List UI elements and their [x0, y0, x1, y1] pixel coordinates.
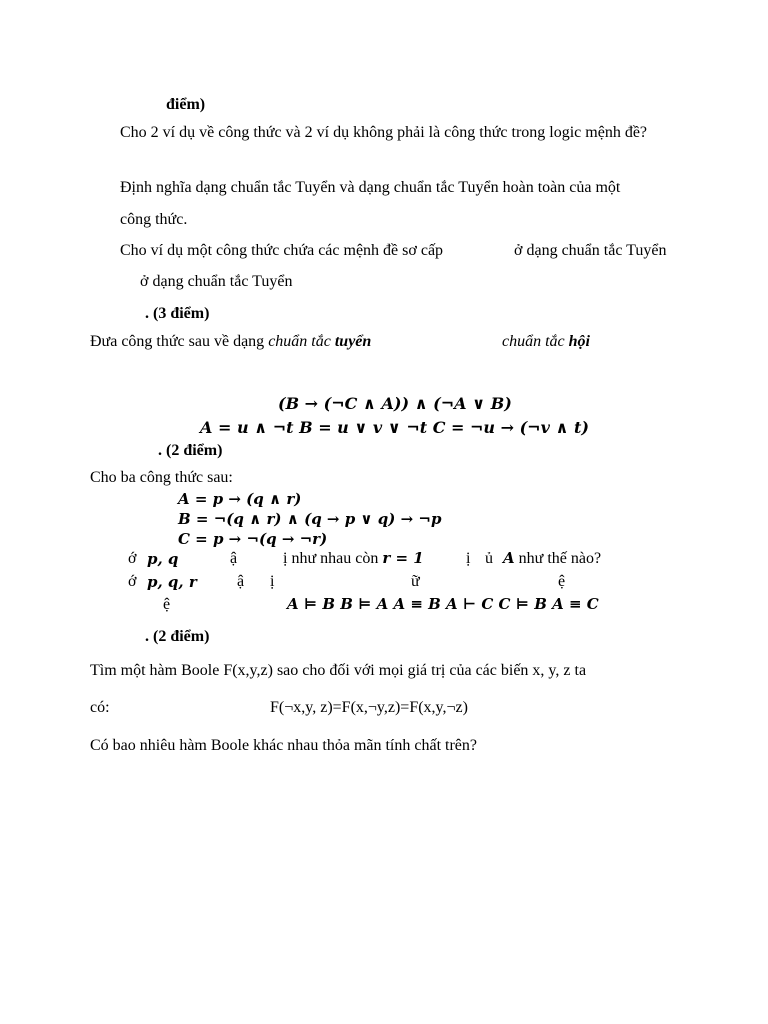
- row1-frag-c: ậ: [230, 550, 238, 567]
- main-formula: (B → (¬C ∧ A)) ∧ (¬A ∨ B): [278, 394, 512, 413]
- section-4-line1: Tìm một hàm Boole F(x,y,z) sao cho đối với mọi giá trị của các biến x, y, z ta: [90, 662, 587, 679]
- row1-frag-a: ớ: [128, 550, 137, 567]
- question-2-line2: công thức.: [120, 211, 188, 228]
- row1-r-value: r = 1: [382, 549, 424, 567]
- row3-frag-a: ệ: [163, 596, 171, 613]
- score-continuation: điểm): [166, 96, 206, 113]
- row1-text: ị như nhau còn: [283, 550, 383, 567]
- section-4-question: Có bao nhiêu hàm Boole khác nhau thỏa mãn tính chất trên?: [90, 737, 477, 754]
- section-3-score: . (2 điểm): [158, 442, 223, 459]
- row2-frag-d: ị: [270, 573, 275, 590]
- row1-vars: p, q: [147, 550, 179, 568]
- section-2-instruction: [90, 332, 371, 351]
- row3-relations: A ⊨ B B ⊨ A A ≡ B A ⊢ C C ⊨ B A ≡ C: [287, 595, 599, 613]
- formula-definitions: A = u ∧ ¬t B = u ∨ v ∨ ¬t C = ¬u → (¬v ∧ t): [200, 418, 589, 437]
- section-4-formula: F(¬x,y, z)=F(x,¬y,z)=F(x,y,¬z): [270, 699, 468, 716]
- instruction-italic: chuẩn tắc: [268, 333, 335, 350]
- instruction-plain: Đưa công thức sau về dạng: [90, 333, 269, 350]
- row1-frag-h: [503, 549, 601, 568]
- target-italic: chuẩn tắc: [502, 333, 569, 350]
- section-2-score: . (3 điểm): [145, 305, 210, 322]
- section-4-co: có:: [90, 699, 110, 716]
- question-3-line2: ở dạng chuẩn tắc Tuyển: [140, 273, 293, 290]
- row1-A: A: [503, 549, 515, 567]
- row2-frag-f: ệ: [558, 573, 566, 590]
- row2-vars: p, q, r: [147, 573, 197, 591]
- instruction-bold-italic: tuyển: [334, 333, 372, 350]
- row2-frag-c: ậ: [237, 573, 245, 590]
- formula-B: B = ¬(q ∧ r) ∧ (q → p ∨ q) → ¬p: [178, 510, 442, 528]
- row1-frag-d: [283, 549, 424, 568]
- row1-frag-f: ị: [466, 550, 471, 567]
- question-2-line1: Định nghĩa dạng chuẩn tắc Tuyển và dạng chuẩn tắc Tuyển hoàn toàn của một: [120, 179, 621, 196]
- row1-question: như thế nào?: [514, 550, 602, 567]
- row2-frag-a: ớ: [128, 573, 137, 590]
- section-3-intro: Cho ba công thức sau:: [90, 469, 233, 486]
- row1-frag-g: ủ: [485, 550, 493, 567]
- target-bold-italic: hội: [568, 333, 590, 350]
- row2-frag-e: ữ: [411, 573, 420, 590]
- section-4-score: . (2 điểm): [145, 628, 210, 645]
- formula-C: C = p → ¬(q → ¬r): [178, 530, 328, 548]
- formula-A: A = p → (q ∧ r): [178, 490, 302, 508]
- section-2-target-form: [502, 332, 590, 351]
- question-3-right: ở dạng chuẩn tắc Tuyển: [514, 242, 667, 259]
- question-1: Cho 2 ví dụ về công thức và 2 ví dụ không phải là công thức trong logic mệnh đề?: [120, 124, 648, 141]
- question-3-left: Cho ví dụ một công thức chứa các mệnh đề sơ cấp: [120, 242, 444, 259]
